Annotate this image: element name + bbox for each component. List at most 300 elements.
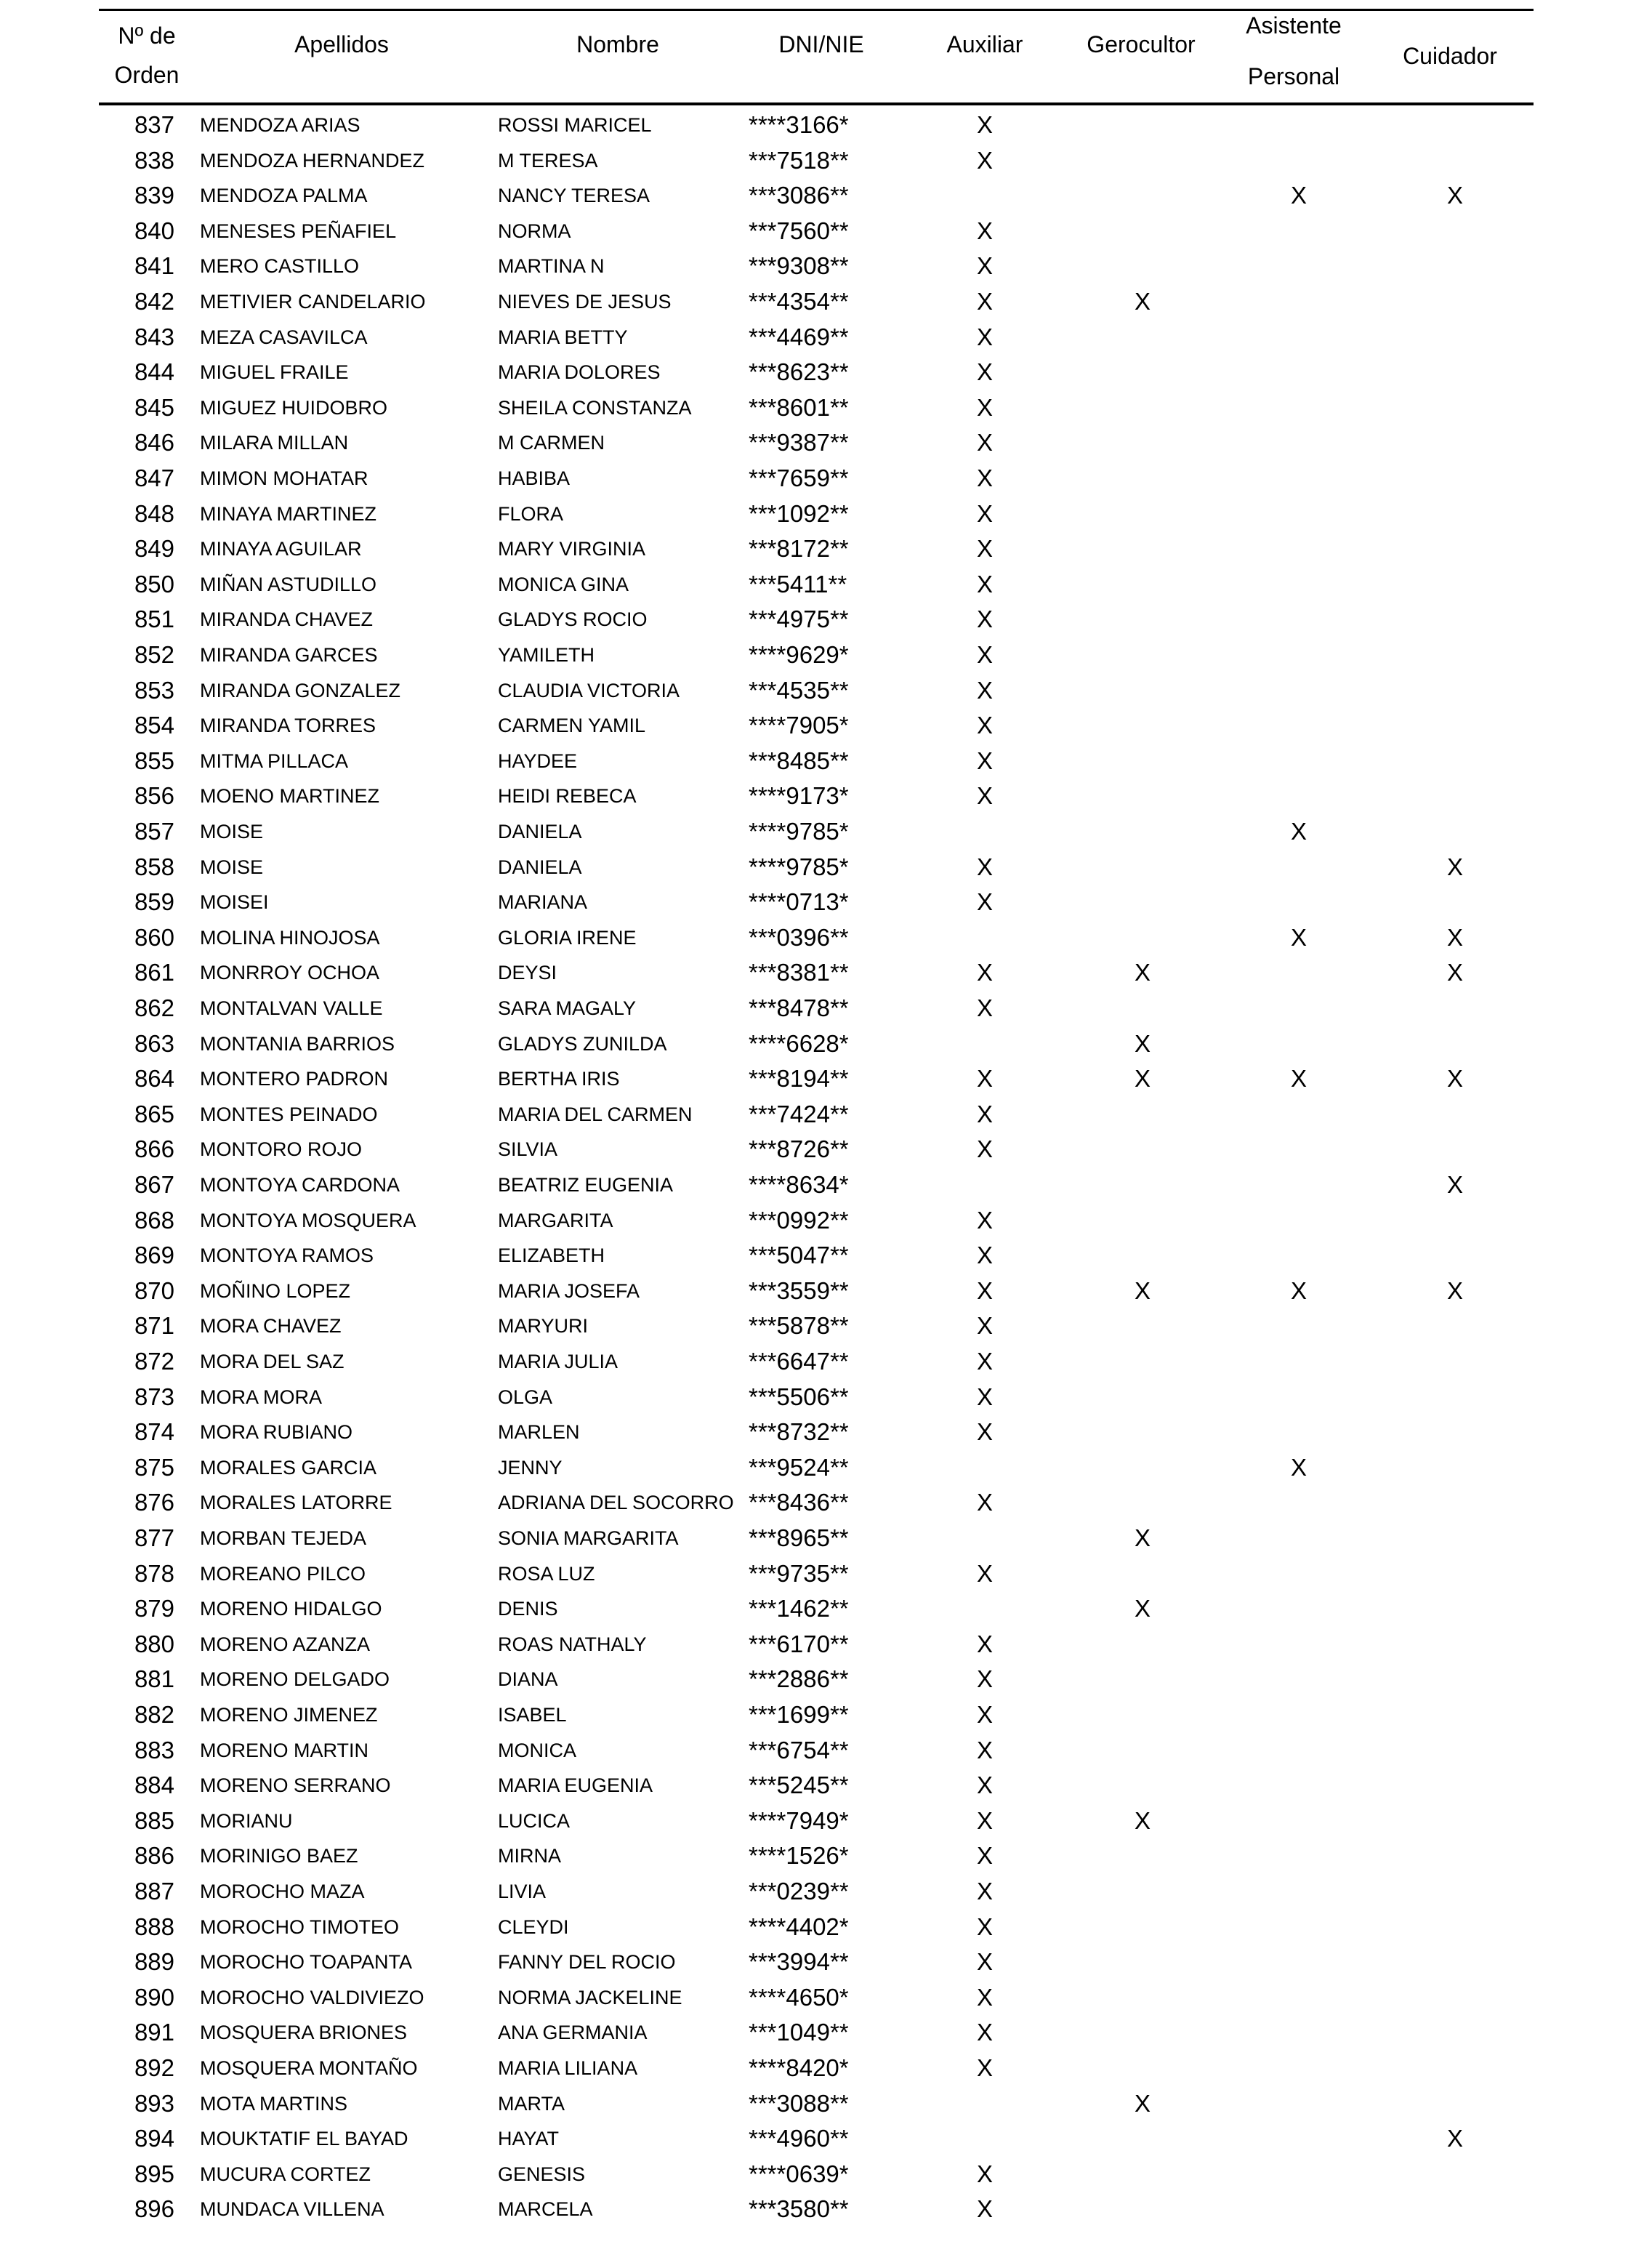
table-row — [0, 814, 1628, 849]
header-auxiliar: Auxiliar — [946, 31, 1023, 57]
dni-cell: ***8172** — [749, 535, 849, 563]
nombre-cell: MARIA DEL CARMEN — [498, 1103, 693, 1125]
order-number: 884 — [134, 1772, 174, 1799]
order-number: 895 — [134, 2160, 174, 2187]
nombre-cell: GENESIS — [498, 2163, 586, 2185]
asistente-mark: X — [1290, 1453, 1307, 1481]
asistente-mark: X — [1290, 818, 1307, 845]
dni-cell: ****7905* — [749, 712, 849, 739]
nombre-cell: MARIA JOSEFA — [498, 1279, 640, 1302]
table-row — [0, 1061, 1628, 1096]
nombre-cell: NORMA JACKELINE — [498, 1986, 682, 2008]
dni-cell: ***6170** — [749, 1630, 849, 1657]
header-dni: DNI/NIE — [778, 31, 864, 57]
nombre-cell: MARCELA — [498, 2198, 593, 2221]
apellidos-cell: MONTOYA RAMOS — [200, 1244, 374, 1267]
apellidos-cell: MORALES LATORRE — [200, 1492, 392, 1514]
apellidos-cell: MONTANIA BARRIOS — [200, 1032, 395, 1055]
apellidos-cell: MOROCHO VALDIVIEZO — [200, 1986, 424, 2008]
dni-cell: ***5878** — [749, 1312, 849, 1340]
cuidador-mark: X — [1446, 1171, 1463, 1198]
dni-cell: ***0992** — [749, 1206, 849, 1234]
table-row — [0, 1308, 1628, 1343]
apellidos-cell: MORBAN TEJEDA — [200, 1527, 367, 1549]
apellidos-cell: MOROCHO TIMOTEO — [200, 1915, 399, 1938]
nombre-cell: MONICA — [498, 1739, 576, 1761]
table-row — [0, 178, 1628, 213]
auxiliar-mark: X — [976, 1842, 993, 1870]
gerocultor-mark: X — [1134, 1806, 1151, 1834]
nombre-cell: SARA MAGALY — [498, 997, 637, 1019]
table-row — [0, 2121, 1628, 2156]
dni-cell: ***1092** — [749, 499, 849, 527]
cuidador-mark: X — [1446, 1065, 1463, 1093]
table-row — [0, 673, 1628, 708]
table-row — [0, 2086, 1628, 2121]
cuidador-mark: X — [1446, 2125, 1463, 2152]
apellidos-cell: MOROCHO MAZA — [200, 1881, 365, 1902]
auxiliar-mark: X — [976, 535, 993, 563]
auxiliar-mark: X — [976, 2160, 993, 2187]
nombre-cell: MONICA GINA — [498, 573, 629, 595]
table-row — [0, 744, 1628, 779]
auxiliar-mark: X — [976, 465, 993, 491]
auxiliar-mark: X — [976, 570, 993, 598]
table-row — [0, 2157, 1628, 2192]
nombre-cell: HABIBA — [498, 467, 571, 489]
auxiliar-mark: X — [976, 1948, 993, 1976]
auxiliar-mark: X — [976, 1312, 993, 1340]
nombre-cell: ROSSI MARICEL — [498, 114, 652, 136]
nombre-cell: LIVIA — [498, 1881, 547, 1902]
dni-cell: ****0639* — [749, 2160, 849, 2187]
table-row — [0, 1097, 1628, 1132]
dni-cell: ***4975** — [749, 606, 849, 633]
auxiliar-mark: X — [976, 358, 993, 386]
apellidos-cell: MONRROY OCHOA — [200, 962, 380, 984]
dni-cell: ***1699** — [749, 1701, 849, 1728]
nombre-cell: YAMILETH — [498, 644, 595, 666]
auxiliar-mark: X — [976, 1630, 993, 1657]
order-number: 883 — [134, 1736, 174, 1764]
dni-cell: ***3994** — [749, 1948, 849, 1976]
auxiliar-mark: X — [976, 429, 993, 457]
header-nombre: Nombre — [576, 31, 659, 57]
nombre-cell: CLEYDI — [498, 1915, 569, 1938]
table-row — [0, 1026, 1628, 1061]
nombre-cell: SONIA MARGARITA — [498, 1527, 679, 1549]
apellidos-cell: MORA RUBIANO — [200, 1421, 353, 1444]
order-number: 886 — [134, 1842, 174, 1870]
order-number: 860 — [134, 923, 174, 951]
table-row — [0, 602, 1628, 637]
nombre-cell: MARYURI — [498, 1315, 589, 1338]
nombre-cell: FLORA — [498, 502, 564, 525]
order-number: 861 — [134, 959, 174, 986]
nombre-cell: SHEILA CONSTANZA — [498, 396, 692, 419]
asistente-mark: X — [1290, 1065, 1307, 1093]
order-number: 842 — [134, 288, 174, 315]
auxiliar-mark: X — [976, 959, 993, 986]
auxiliar-mark: X — [976, 323, 993, 350]
auxiliar-mark: X — [976, 641, 993, 668]
gerocultor-mark: X — [1134, 959, 1151, 986]
order-number: 851 — [134, 606, 174, 633]
order-number: 874 — [134, 1418, 174, 1446]
dni-cell: ***4354** — [749, 288, 849, 315]
dni-cell: ****8420* — [749, 2054, 849, 2081]
dni-cell: ***5411** — [749, 570, 847, 598]
dni-cell: ****3166* — [749, 111, 849, 138]
dni-cell: ***0239** — [749, 1878, 849, 1905]
header-num-line1: Nº de — [118, 23, 176, 49]
header-asistente-line1: Asistente — [1246, 12, 1342, 39]
order-number: 889 — [134, 1948, 174, 1976]
dni-cell: ***1049** — [749, 2019, 849, 2046]
table-row — [0, 1274, 1628, 1308]
apellidos-cell: MORA MORA — [200, 1386, 323, 1408]
order-number: 869 — [134, 1242, 174, 1269]
dni-cell: ****9629* — [749, 641, 849, 668]
auxiliar-mark: X — [976, 1100, 993, 1127]
dni-cell: ***7424** — [749, 1100, 849, 1127]
table-row — [0, 1733, 1628, 1768]
nombre-cell: MARIA DOLORES — [498, 361, 661, 384]
dni-cell: ****4402* — [749, 1913, 849, 1940]
nombre-cell: ROSA LUZ — [498, 1562, 595, 1585]
order-number: 859 — [134, 888, 174, 916]
dni-cell: ***8623** — [749, 358, 849, 386]
table-row — [0, 1945, 1628, 1979]
auxiliar-mark: X — [976, 1242, 993, 1269]
table-row — [0, 991, 1628, 1026]
apellidos-cell: MIÑAN ASTUDILLO — [200, 573, 377, 595]
order-number: 888 — [134, 1913, 174, 1940]
header-asistente-line2: Personal — [1247, 63, 1340, 89]
order-number: 840 — [134, 217, 174, 244]
table-row — [0, 1167, 1628, 1202]
apellidos-cell: MORENO AZANZA — [200, 1633, 371, 1655]
dni-cell: ***9387** — [749, 429, 849, 457]
apellidos-cell: METIVIER CANDELARIO — [200, 291, 426, 313]
table-row — [0, 1238, 1628, 1273]
dni-cell: ****1526* — [749, 1842, 849, 1870]
table-row — [0, 1132, 1628, 1167]
auxiliar-mark: X — [976, 1489, 993, 1516]
nombre-cell: NANCY TERESA — [498, 185, 650, 207]
order-number: 887 — [134, 1878, 174, 1905]
dni-cell: ***9524** — [749, 1453, 849, 1481]
dni-cell: ****4650* — [749, 1983, 849, 2011]
auxiliar-mark: X — [976, 1878, 993, 1905]
nombre-cell: HAYDEE — [498, 749, 578, 772]
table-row — [0, 920, 1628, 955]
table-row — [0, 1344, 1628, 1379]
auxiliar-mark: X — [976, 1806, 993, 1834]
order-number: 891 — [134, 2019, 174, 2046]
auxiliar-mark: X — [976, 782, 993, 810]
table-row — [0, 284, 1628, 319]
nombre-cell: OLGA — [498, 1386, 553, 1408]
table-row — [0, 355, 1628, 390]
table-row — [0, 1521, 1628, 1556]
nombre-cell: SILVIA — [498, 1138, 558, 1161]
asistente-mark: X — [1290, 182, 1307, 209]
nombre-cell: ISABEL — [498, 1704, 567, 1726]
auxiliar-mark: X — [976, 994, 993, 1021]
header-gerocultor: Gerocultor — [1087, 31, 1196, 57]
nombre-cell: MARTINA N — [498, 255, 605, 278]
nombre-cell: DEYSI — [498, 962, 557, 984]
table-row — [0, 461, 1628, 496]
nombre-cell: ADRIANA DEL SOCORRO — [498, 1492, 734, 1514]
apellidos-cell: MOISEI — [200, 891, 269, 914]
table-row — [0, 143, 1628, 178]
order-number: 893 — [134, 2089, 174, 2117]
auxiliar-mark: X — [976, 1135, 993, 1163]
table-row — [0, 850, 1628, 885]
auxiliar-mark: X — [976, 888, 993, 916]
dni-cell: ***9308** — [749, 252, 849, 280]
auxiliar-mark: X — [976, 146, 993, 174]
gerocultor-mark: X — [1134, 1524, 1151, 1551]
table-row — [0, 2192, 1628, 2227]
table-row — [0, 1838, 1628, 1873]
table-row — [0, 1910, 1628, 1945]
apellidos-cell: MITMA PILLACA — [200, 749, 349, 772]
nombre-cell: M CARMEN — [498, 432, 605, 454]
nombre-cell: MARIANA — [498, 891, 588, 914]
header-bottom-rule — [99, 102, 1534, 105]
order-number: 866 — [134, 1135, 174, 1163]
auxiliar-mark: X — [976, 217, 993, 244]
asistente-mark: X — [1290, 1276, 1307, 1304]
table-row — [0, 1203, 1628, 1238]
asistente-mark: X — [1290, 923, 1307, 951]
order-number: 855 — [134, 747, 174, 774]
table-row — [0, 1485, 1628, 1520]
dni-cell: ***1462** — [749, 1595, 849, 1622]
apellidos-cell: MUNDACA VILLENA — [200, 2198, 384, 2221]
table-row — [0, 779, 1628, 813]
apellidos-cell: MORIANU — [200, 1809, 293, 1832]
dni-cell: ***8436** — [749, 1489, 849, 1516]
header-apellidos: Apellidos — [294, 31, 389, 57]
apellidos-cell: MIRANDA GARCES — [200, 644, 378, 666]
table-row — [0, 1980, 1628, 2015]
dni-cell: ***8601** — [749, 393, 849, 421]
dni-cell: ****7949* — [749, 1806, 849, 1834]
dni-cell: ***6754** — [749, 1736, 849, 1764]
dni-cell: ***4535** — [749, 676, 849, 704]
auxiliar-mark: X — [976, 1772, 993, 1799]
order-number: 854 — [134, 712, 174, 739]
apellidos-cell: MORA DEL SAZ — [200, 1351, 344, 1372]
dni-cell: ***4469** — [749, 323, 849, 350]
dni-cell: ***8965** — [749, 1524, 849, 1551]
table-row — [0, 214, 1628, 249]
table-row — [0, 1415, 1628, 1449]
apellidos-cell: MIMON MOHATAR — [200, 467, 368, 489]
table-row — [0, 567, 1628, 602]
auxiliar-mark: X — [976, 1383, 993, 1410]
apellidos-cell: MORENO HIDALGO — [200, 1598, 382, 1620]
nombre-cell: MARIA EUGENIA — [498, 1774, 653, 1797]
order-number: 870 — [134, 1276, 174, 1304]
auxiliar-mark: X — [976, 1559, 993, 1587]
dni-cell: ***3580** — [749, 2195, 849, 2223]
dni-cell: ****6628* — [749, 1029, 849, 1057]
apellidos-cell: MOLINA HINOJOSA — [200, 926, 380, 949]
dni-cell: ***5047** — [749, 1242, 849, 1269]
dni-cell: ***8485** — [749, 747, 849, 774]
order-number: 848 — [134, 499, 174, 527]
order-number: 839 — [134, 182, 174, 209]
order-number: 865 — [134, 1100, 174, 1127]
table-row — [0, 1803, 1628, 1838]
nombre-cell: LUCICA — [498, 1809, 571, 1832]
auxiliar-mark: X — [976, 747, 993, 774]
apellidos-cell: MUCURA CORTEZ — [200, 2163, 371, 2185]
order-number: 873 — [134, 1383, 174, 1410]
gerocultor-mark: X — [1134, 1595, 1151, 1622]
table-row — [0, 496, 1628, 531]
apellidos-cell: MOISE — [200, 821, 264, 843]
dni-cell: ***7560** — [749, 217, 849, 244]
nombre-cell: JENNY — [498, 1456, 563, 1479]
order-number: 846 — [134, 429, 174, 457]
nombre-cell: GLADYS ZUNILDA — [498, 1032, 667, 1055]
dni-cell: ***3088** — [749, 2089, 849, 2117]
order-number: 853 — [134, 676, 174, 704]
auxiliar-mark: X — [976, 1348, 993, 1375]
nombre-cell: MARTA — [498, 2092, 565, 2115]
order-number: 875 — [134, 1453, 174, 1481]
table-row — [0, 390, 1628, 425]
order-number: 849 — [134, 535, 174, 563]
table-row — [0, 2015, 1628, 2050]
apellidos-cell: MINAYA MARTINEZ — [200, 502, 377, 525]
nombre-cell: MARLEN — [498, 1421, 580, 1444]
apellidos-cell: MIRANDA GONZALEZ — [200, 679, 401, 701]
nombre-cell: ROAS NATHALY — [498, 1633, 647, 1655]
apellidos-cell: MOROCHO TOAPANTA — [200, 1951, 413, 1974]
order-number: 856 — [134, 782, 174, 810]
nombre-cell: MARGARITA — [498, 1209, 613, 1231]
dni-cell: ***3559** — [749, 1276, 849, 1304]
nombre-cell: MARIA LILIANA — [498, 2057, 638, 2079]
nombre-cell: DIANA — [498, 1668, 558, 1691]
apellidos-cell: MEZA CASAVILCA — [200, 326, 368, 348]
apellidos-cell: MONTORO ROJO — [200, 1138, 363, 1161]
dni-cell: ***8478** — [749, 994, 849, 1021]
nombre-cell: GLORIA IRENE — [498, 926, 637, 949]
apellidos-cell: MOSQUERA BRIONES — [200, 2022, 408, 2044]
nombre-cell: ANA GERMANIA — [498, 2022, 648, 2044]
apellidos-cell: MIRANDA TORRES — [200, 715, 376, 737]
apellidos-cell: MENESES PEÑAFIEL — [200, 220, 397, 242]
auxiliar-mark: X — [976, 853, 993, 880]
order-number: 863 — [134, 1029, 174, 1057]
nombre-cell: CARMEN YAMIL — [498, 715, 646, 737]
auxiliar-mark: X — [976, 393, 993, 421]
header-num-line2: Orden — [114, 62, 180, 88]
dni-cell: ****9785* — [749, 818, 849, 845]
table-row — [0, 1768, 1628, 1803]
order-number: 837 — [134, 111, 174, 138]
apellidos-cell: MONTOYA MOSQUERA — [200, 1209, 416, 1231]
auxiliar-mark: X — [976, 2195, 993, 2223]
nombre-cell: GLADYS ROCIO — [498, 608, 648, 631]
order-number: 880 — [134, 1630, 174, 1657]
apellidos-cell: MOENO MARTINEZ — [200, 785, 380, 808]
apellidos-cell: MENDOZA ARIAS — [200, 114, 360, 136]
apellidos-cell: MENDOZA PALMA — [200, 185, 368, 207]
dni-cell: ***9735** — [749, 1559, 849, 1587]
cuidador-mark: X — [1446, 923, 1463, 951]
apellidos-cell: MERO CASTILLO — [200, 255, 360, 278]
nombre-cell: NIEVES DE JESUS — [498, 291, 672, 313]
nombre-cell: ELIZABETH — [498, 1244, 605, 1267]
table-row — [0, 638, 1628, 672]
cuidador-mark: X — [1446, 182, 1463, 209]
dni-cell: ***0396** — [749, 923, 849, 951]
order-number: 890 — [134, 1983, 174, 2011]
nombre-cell: MARY VIRGINIA — [498, 538, 646, 560]
order-number: 881 — [134, 1665, 174, 1693]
table-row — [0, 2051, 1628, 2086]
order-number: 867 — [134, 1171, 174, 1198]
nombre-cell: HAYAT — [498, 2128, 560, 2150]
auxiliar-mark: X — [976, 1065, 993, 1093]
apellidos-cell: MORENO DELGADO — [200, 1668, 390, 1691]
table-row — [0, 1556, 1628, 1591]
header-cuidador: Cuidador — [1403, 43, 1497, 69]
order-number: 892 — [134, 2054, 174, 2081]
apellidos-cell: MORENO MARTIN — [200, 1739, 369, 1761]
nombre-cell: NORMA — [498, 220, 571, 242]
nombre-cell: MARIA JULIA — [498, 1351, 618, 1372]
apellidos-cell: MONTALVAN VALLE — [200, 997, 383, 1019]
apellidos-cell: MOREANO PILCO — [200, 1562, 366, 1585]
order-number: 878 — [134, 1559, 174, 1587]
auxiliar-mark: X — [976, 2019, 993, 2046]
dni-cell: ****8634* — [749, 1171, 849, 1198]
nombre-cell: FANNY DEL ROCIO — [498, 1951, 676, 1974]
order-number: 843 — [134, 323, 174, 350]
apellidos-cell: MONTES PEINADO — [200, 1103, 378, 1125]
table-row — [0, 885, 1628, 920]
cuidador-mark: X — [1446, 853, 1463, 880]
nombre-cell: CLAUDIA VICTORIA — [498, 679, 680, 701]
table-row — [0, 1697, 1628, 1732]
auxiliar-mark: X — [976, 252, 993, 280]
auxiliar-mark: X — [976, 1736, 993, 1764]
cuidador-mark: X — [1446, 959, 1463, 986]
table-row — [0, 320, 1628, 355]
auxiliar-mark: X — [976, 1206, 993, 1234]
auxiliar-mark: X — [976, 2054, 993, 2081]
order-number: 858 — [134, 853, 174, 880]
dni-cell: ***5506** — [749, 1383, 849, 1410]
gerocultor-mark: X — [1134, 1065, 1151, 1093]
apellidos-cell: MINAYA AGUILAR — [200, 538, 362, 560]
nombre-cell: BERTHA IRIS — [498, 1068, 620, 1090]
nombre-cell: DANIELA — [498, 856, 582, 878]
dni-cell: ****9173* — [749, 782, 849, 810]
order-number: 844 — [134, 358, 174, 386]
order-number: 862 — [134, 994, 174, 1021]
